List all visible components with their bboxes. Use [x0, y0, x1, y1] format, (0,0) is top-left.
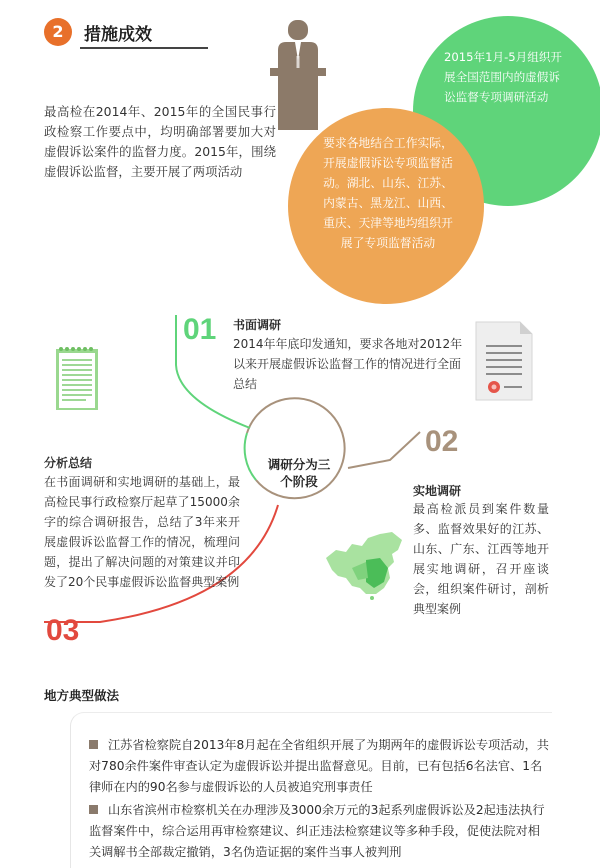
step-01-body: 2014年年底印发通知，要求各地对2012年以来开展虚假诉讼监督工作的情况进行全面总结	[233, 337, 463, 391]
document-icon	[472, 318, 536, 404]
section-title: 措施成效	[84, 25, 152, 45]
step-03-number: 03	[46, 614, 80, 647]
local-practice-item	[89, 735, 549, 798]
step-01-title: 书面调研	[233, 318, 282, 332]
step-02-title: 实地调研	[413, 484, 462, 498]
bullet-square-icon	[89, 740, 98, 749]
intro-paragraph: 最高检在2014年、2015年的全国民事行政检察工作要点中，均明确部署要加大对虚假诉讼案件的监督力度。2015年，围绕虚假诉讼监督，主要开展了两项活动	[44, 104, 276, 179]
activity-green-text: 2015年1月-5月组织开展全国范围内的虚假诉讼监督专项调研活动	[444, 50, 563, 104]
step-02-number: 02	[425, 425, 459, 458]
local-practices-title: 地方典型做法	[44, 688, 120, 703]
bullet-square-icon	[89, 805, 98, 814]
section-header	[44, 18, 174, 48]
podium-speaker-icon	[268, 20, 328, 130]
section-number-badge: 2	[44, 18, 72, 46]
step-01-number: 01	[183, 313, 217, 346]
step-03-body: 在书面调研和实地调研的基础上，最高检民事行政检察厅起草了15000余字的综合调研报告，总结了3年来开展虚假诉讼监督工作的情况，梳理问题，提出了解决问题的对策建议并印发了20个民事虚假诉讼监督典型案例	[44, 475, 240, 589]
title-underline	[80, 47, 208, 49]
notepad-icon	[56, 345, 98, 410]
research-center-label: 调研分为三个阶段	[267, 457, 331, 489]
step-02-body: 最高检派员到案件数量多、监督效果好的江苏、山东、广东、江西等地开展实地调研，召开座谈会，组织案件研讨，剖析典型案例	[413, 502, 549, 616]
activity-orange-text: 要求各地结合工作实际，开展虚假诉讼专项监督活动。湖北、山东、江苏、内蒙古、黑龙江、山西、重庆、天津等地均组织开展了专项监督活动	[323, 136, 453, 250]
china-map-icon	[322, 528, 406, 600]
local-practice-text: 山东省滨州市检察机关在办理涉及3000余万元的3起系列虚假诉讼及2起违法执行监督案件中，综合运用再审检察建议、纠正违法检察建议等多种手段，促使法院对相关调解书全部裁定撤销，3名伪造证据的案件当事人被判刑	[89, 803, 545, 859]
local-practice-item	[89, 800, 549, 863]
local-practice-text: 江苏省检察院自2013年8月起在全省组织开展了为期两年的虚假诉讼专项活动，共对780余件案件审查认定为虚假诉讼并提出监督意见。目前，已有包括6名法官、1名律师在内的90名参与虚假诉讼的人员被追究刑事责任	[89, 738, 549, 794]
step-03-title: 分析总结	[44, 456, 93, 470]
